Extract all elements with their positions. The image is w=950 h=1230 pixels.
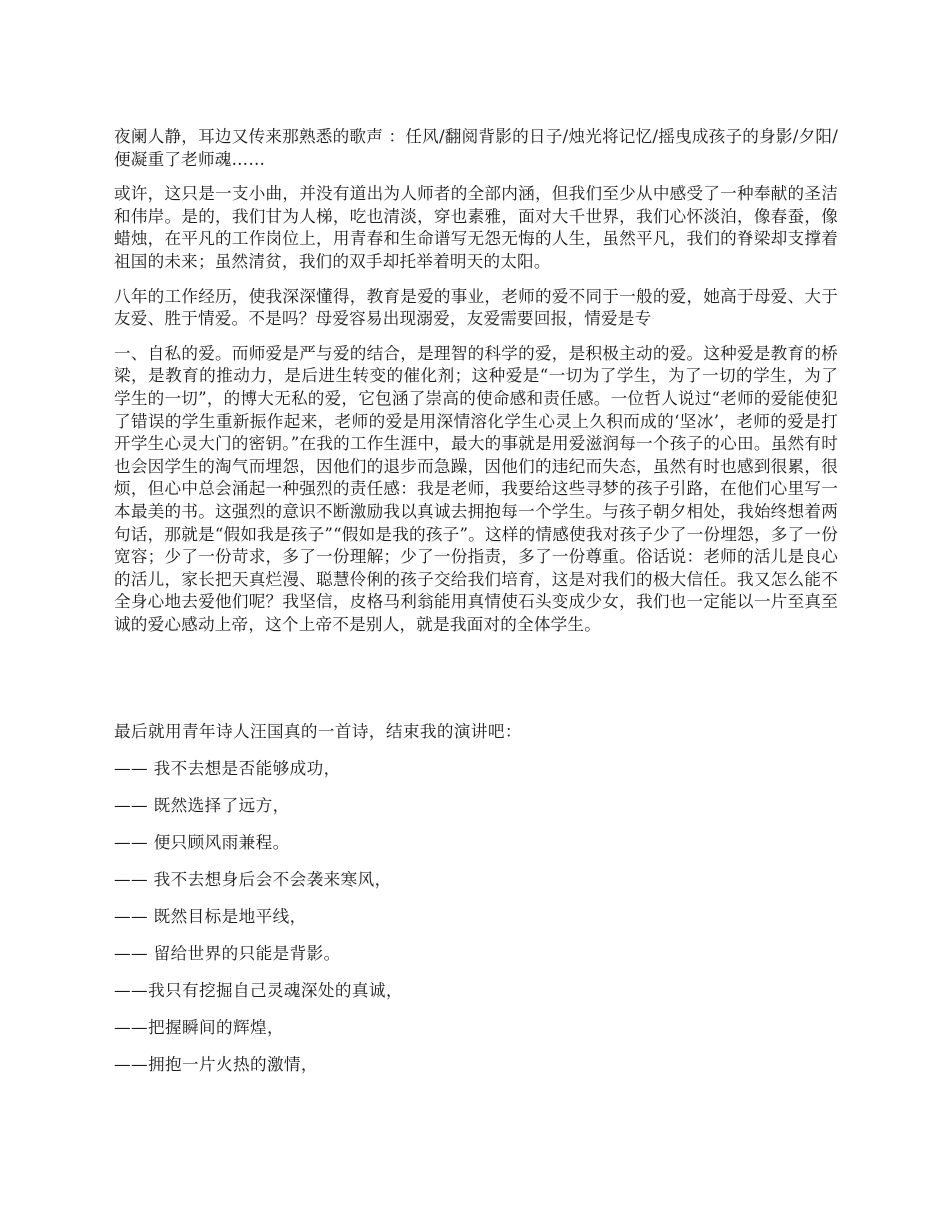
poem-line-8: ——把握瞬间的辉煌， bbox=[114, 1018, 284, 1038]
poem-line-1: —— 我不去想是否能够成功， bbox=[114, 759, 341, 779]
poem-line-6: —— 留给世界的只能是背影。 bbox=[114, 944, 341, 964]
poem-line-5: —— 既然目标是地平线， bbox=[114, 907, 307, 927]
poem-line-3: —— 便只顾风雨兼程。 bbox=[114, 833, 290, 853]
document-page bbox=[114, 126, 838, 1091]
paragraph-2: 或许，这只是一支小曲，并没有道出为人师者的全部内涵，但我们至少从中感受了一种奉献的圣洁和伟岸。是的，我们甘为人梯，吃也清淡，穿也素雅，面对大千世界，我们心怀淡泊，像春蚕，像蜡烛，在平凡的工作岗位上，用青春和生命谱写无怨无悔的人生，虽然平凡，我们的脊梁却支撑着祖国的未来；虽然清贫，我们的双手却托举着明天的太阳。 bbox=[114, 184, 838, 271]
poem-line-2: —— 既然选择了远方， bbox=[114, 796, 290, 816]
poem-intro: 最后就用青年诗人汪国真的一首诗，结束我的演讲吧： bbox=[114, 722, 522, 742]
paragraph-4: 一、自私的爱。而师爱是严与爱的结合，是理智的科学的爱，是积极主动的爱。这种爱是教育的桥梁，是教育的推动力，是后进生转变的催化剂；这种爱是“一切为了学生，为了一切的学生，为了学生的一切”，的博大无私的爱，它包涵了崇高的使命感和责任感。一位哲人说过“老师的爱能使犯了错误的学生重新振作起来，老师的爱是用深情溶化学生心灵上久积而成的‘坚冰’，老师的爱是打开学生心灵大门的密钥。”在我的工作生涯中，最大的事就是用爱滋润每一个孩子的心田。虽然有时也会因学生的淘气而埋怨，因他们的退步而急躁，因他们的违纪而失态，虽然有时也感到很累，很烦，但心中总会涌起一种强烈的责任感：我是老师，我要给这些寻梦的孩子引路，在他们心里写一本最美的书。这强烈的意识不断激励我以真诚去拥抱每一个学生。与孩子朝夕相处，我始终想着两句话，那就是“假如我是孩子”“假如是我的孩子”。这样的情感使我对孩子少了一份埋怨，多了一份宽容；少了一份苛求，多了一份理解；少了一份指责，多了一份尊重。俗话说：老师的活儿是良心的活儿，家长把天真烂漫、聪慧伶俐的孩子交给我们培育，这是对我们的极大信任。我又怎么能不全身心地去爱他们呢？我坚信，皮格马利翁能用真情使石头变成少女，我们也一定能以一片至真至诚的爱心感动上帝，这个上帝不是别人，就是我面对的全体学生。 bbox=[114, 343, 838, 634]
paragraph-1: 夜阑人静，耳边又传来那熟悉的歌声 ：任风/翻阅背影的日子/烛光将记忆/摇曳成孩子的身影/夕阳/便凝重了老师魂…… bbox=[114, 127, 838, 169]
poem-line-7: ——我只有挖掘自己灵魂深处的真诚， bbox=[114, 981, 403, 1001]
paragraph-3: 八年的工作经历，使我深深懂得，教育是爱的事业，老师的爱不同于一般的爱，她高于母爱、大于友爱、胜于情爱。不是吗？母爱容易出现溺爱，友爱需要回报，情爱是专 bbox=[114, 286, 838, 329]
poem-line-9: ——拥抱一片火热的激情， bbox=[114, 1055, 318, 1075]
poem-line-4: —— 我不去想身后会不会袭来寒风， bbox=[114, 870, 392, 890]
section-gap bbox=[114, 648, 838, 721]
